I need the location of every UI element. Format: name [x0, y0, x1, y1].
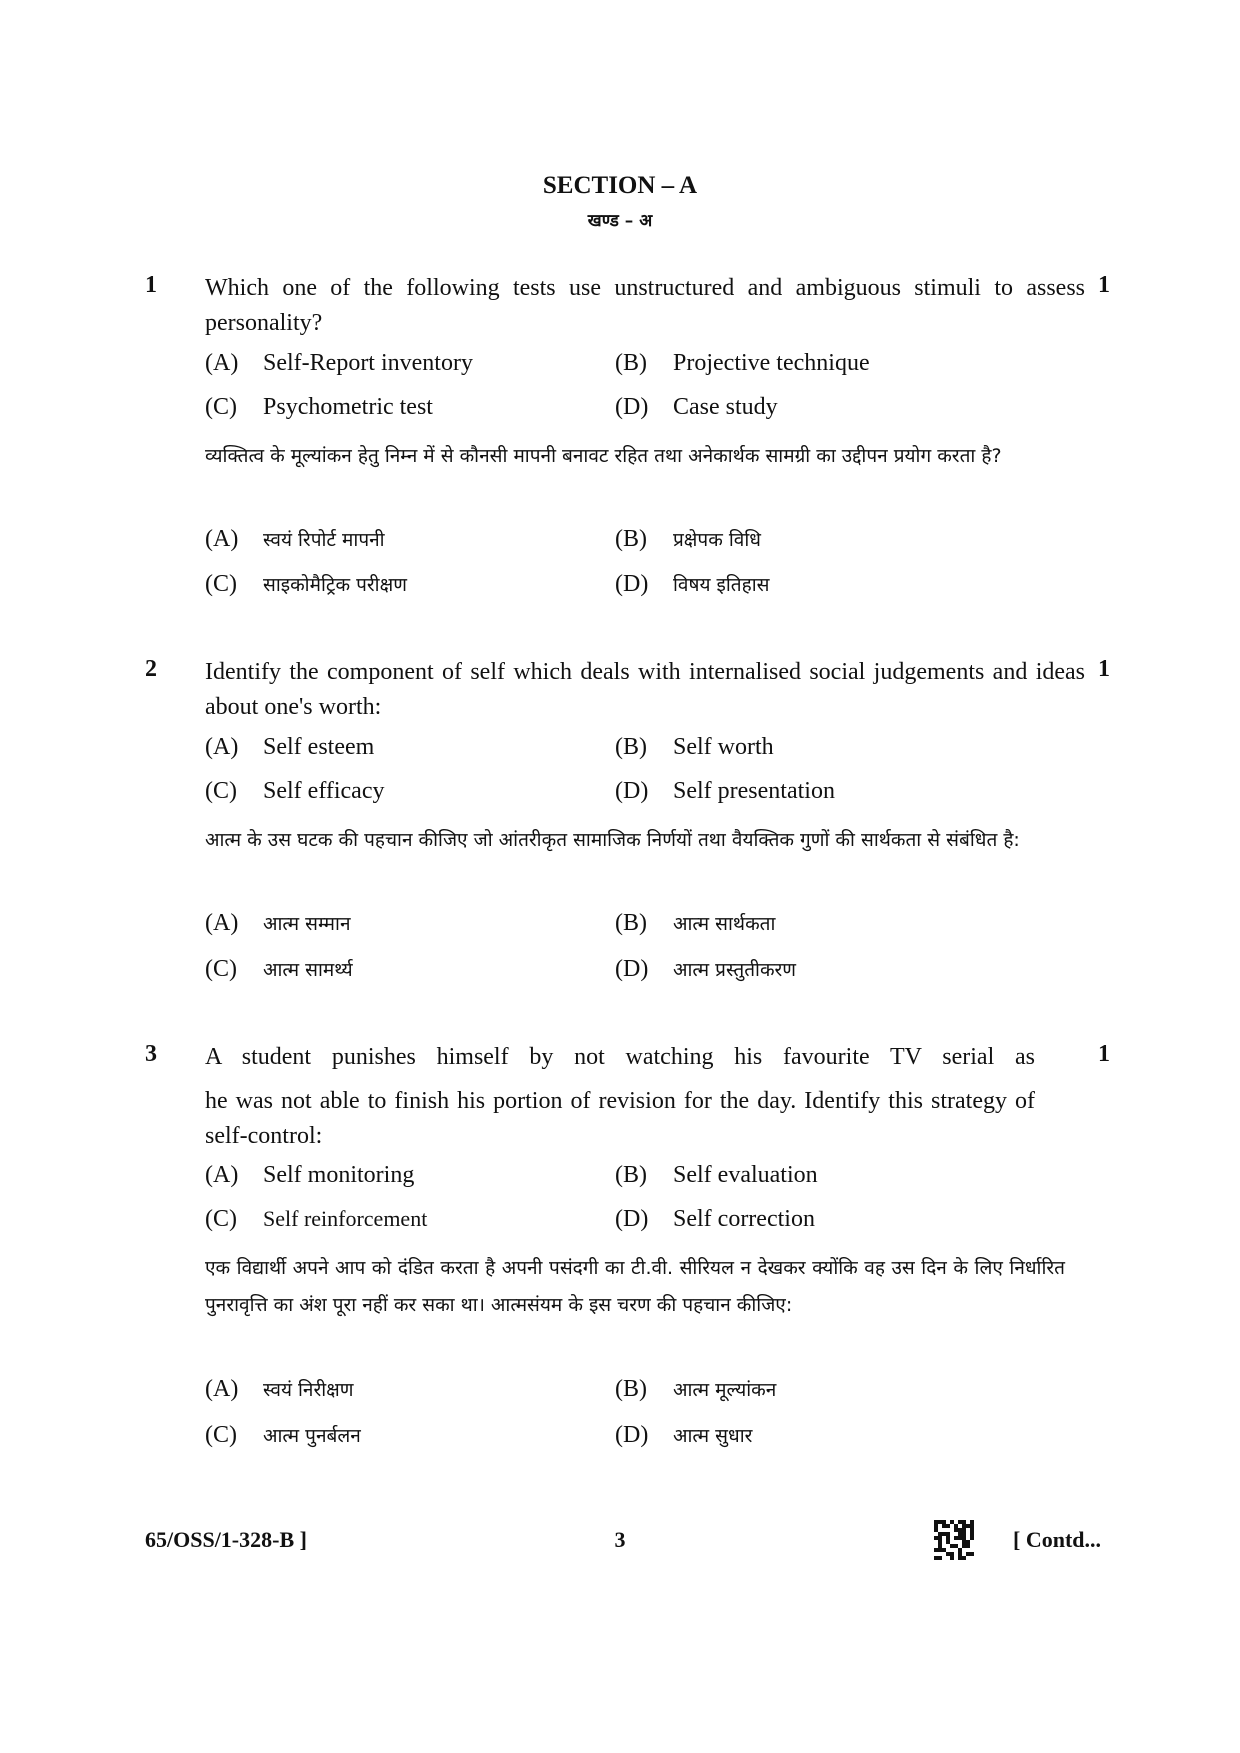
- question-marks: 1: [1098, 656, 1110, 682]
- continued-note: [ Contd...: [1013, 1527, 1102, 1552]
- question-text-en-line1: A student punishes himself by not watching his favourite TV serial as: [205, 1044, 1035, 1070]
- option-label: (C): [205, 956, 237, 982]
- option-text: आत्म सम्मान: [263, 913, 351, 935]
- option-label: (D): [615, 1422, 649, 1448]
- question-text-hi: व्यक्तित्व के मूल्यांकन हेतु निम्न में से कौनसी मापनी बनावट रहित तथा अनेकार्थक सामग्री का उद्दीपन प्रयोग करता है?: [205, 445, 1002, 467]
- option-hi: [615, 571, 769, 598]
- option-en: [205, 1206, 427, 1233]
- question-marks: 1: [1098, 1041, 1110, 1067]
- option-text: Self-Report inventory: [263, 350, 473, 376]
- option-hi: [205, 526, 385, 553]
- option-text: Self correction: [673, 1206, 815, 1232]
- option-text: साइकोमैट्रिक परीक्षण: [263, 574, 407, 596]
- option-label: (D): [615, 394, 649, 420]
- option-hi: [615, 1422, 752, 1449]
- option-label: (B): [615, 910, 647, 936]
- option-en: [205, 778, 385, 805]
- option-text: Case study: [673, 394, 778, 420]
- option-label: (D): [615, 1206, 649, 1232]
- option-label: (A): [205, 910, 239, 936]
- option-text: आत्म सार्थकता: [673, 913, 776, 935]
- option-text: स्वयं निरीक्षण: [263, 1379, 354, 1401]
- option-text: Self evaluation: [673, 1162, 818, 1188]
- option-label: (A): [205, 350, 239, 376]
- option-hi: [615, 526, 761, 553]
- option-label: (B): [615, 734, 647, 760]
- question-text-en: Which one of the following tests use unstructured and ambiguous stimuli to assess personality?: [205, 275, 1085, 336]
- option-en: [205, 394, 433, 421]
- option-label: (D): [615, 778, 649, 804]
- option-label: (B): [615, 1162, 647, 1188]
- option-text: आत्म पुनर्बलन: [263, 1425, 361, 1447]
- option-text: Self worth: [673, 734, 774, 760]
- option-hi: [205, 571, 407, 598]
- question-number: 2: [145, 656, 157, 682]
- option-label: (C): [205, 778, 237, 804]
- option-text: Self efficacy: [263, 778, 385, 804]
- option-hi: [205, 1422, 361, 1449]
- option-label: (B): [615, 350, 647, 376]
- question-text-hi: आत्म के उस घटक की पहचान कीजिए जो आंतरीकृत सामाजिक निर्णयों तथा वैयक्तिक गुणों की सार्थकता से संबंधित है:: [205, 829, 1020, 851]
- section-title: SECTION – A: [542, 172, 698, 199]
- option-label: (C): [205, 1206, 237, 1232]
- option-label: (C): [205, 1422, 237, 1448]
- option-text: आत्म सामर्थ्य: [263, 959, 353, 981]
- option-text: Self presentation: [673, 778, 835, 804]
- option-en: [615, 778, 835, 805]
- option-hi: [205, 1376, 354, 1403]
- option-hi: [615, 1376, 776, 1403]
- option-en: [615, 734, 774, 761]
- option-text: स्वयं रिपोर्ट मापनी: [263, 529, 385, 551]
- option-text: विषय इतिहास: [673, 574, 770, 596]
- paper-code: 65/OSS/1-328-B ]: [145, 1527, 307, 1552]
- option-en: [615, 1162, 818, 1189]
- option-en: [615, 394, 778, 421]
- option-text: आत्म सुधार: [673, 1425, 753, 1447]
- option-text: Self monitoring: [263, 1162, 415, 1188]
- option-label: (D): [615, 956, 649, 982]
- option-label: (C): [205, 571, 237, 597]
- option-text: Projective technique: [673, 350, 870, 376]
- option-text: आत्म मूल्यांकन: [673, 1379, 777, 1401]
- option-hi: [205, 956, 353, 983]
- question-text-en: he was not able to finish his portion of revision for the day. Identify this strategy of self-control:: [205, 1088, 1035, 1149]
- section-subtitle: खण्ड – अ: [587, 211, 653, 231]
- question-text-en: Identify the component of self which deals with internalised social judgements and ideas about one's worth:: [205, 659, 1085, 720]
- option-text: प्रक्षेपक विधि: [673, 529, 761, 551]
- option-hi: [615, 956, 796, 983]
- option-text: आत्म प्रस्तुतीकरण: [673, 959, 797, 981]
- option-label: (A): [205, 734, 239, 760]
- qr-code-icon: [934, 1520, 974, 1560]
- option-label: (A): [205, 1376, 239, 1402]
- option-en: [205, 1162, 414, 1189]
- question-number: 3: [145, 1041, 157, 1067]
- page-number: 3: [614, 1527, 626, 1552]
- option-en: [615, 1206, 815, 1233]
- question-marks: 1: [1098, 272, 1110, 298]
- option-en: [205, 350, 473, 377]
- option-label: (D): [615, 571, 649, 597]
- option-label: (C): [205, 394, 237, 420]
- question-text-hi: एक विद्यार्थी अपने आप को दंडित करता है अपनी पसंदगी का टी.वी. सीरियल न देखकर क्योंकि वह उस दिन के लिए निर्धारित पुनरावृत्ति का अंश पूरा नहीं कर सका था। आत्मसंयम के इस चरण की पहचान कीजिए:: [205, 1257, 1065, 1316]
- question-number: 1: [145, 272, 157, 298]
- option-en: [615, 350, 870, 377]
- option-text: Self esteem: [263, 734, 375, 760]
- option-en: [205, 734, 374, 761]
- option-hi: [615, 910, 775, 937]
- option-text: Psychometric test: [263, 394, 433, 420]
- option-hi: [205, 910, 351, 937]
- option-label: (B): [615, 1376, 647, 1402]
- option-label: (A): [205, 526, 239, 552]
- option-text: Self reinforcement: [263, 1206, 428, 1231]
- option-label: (B): [615, 526, 647, 552]
- option-label: (A): [205, 1162, 239, 1188]
